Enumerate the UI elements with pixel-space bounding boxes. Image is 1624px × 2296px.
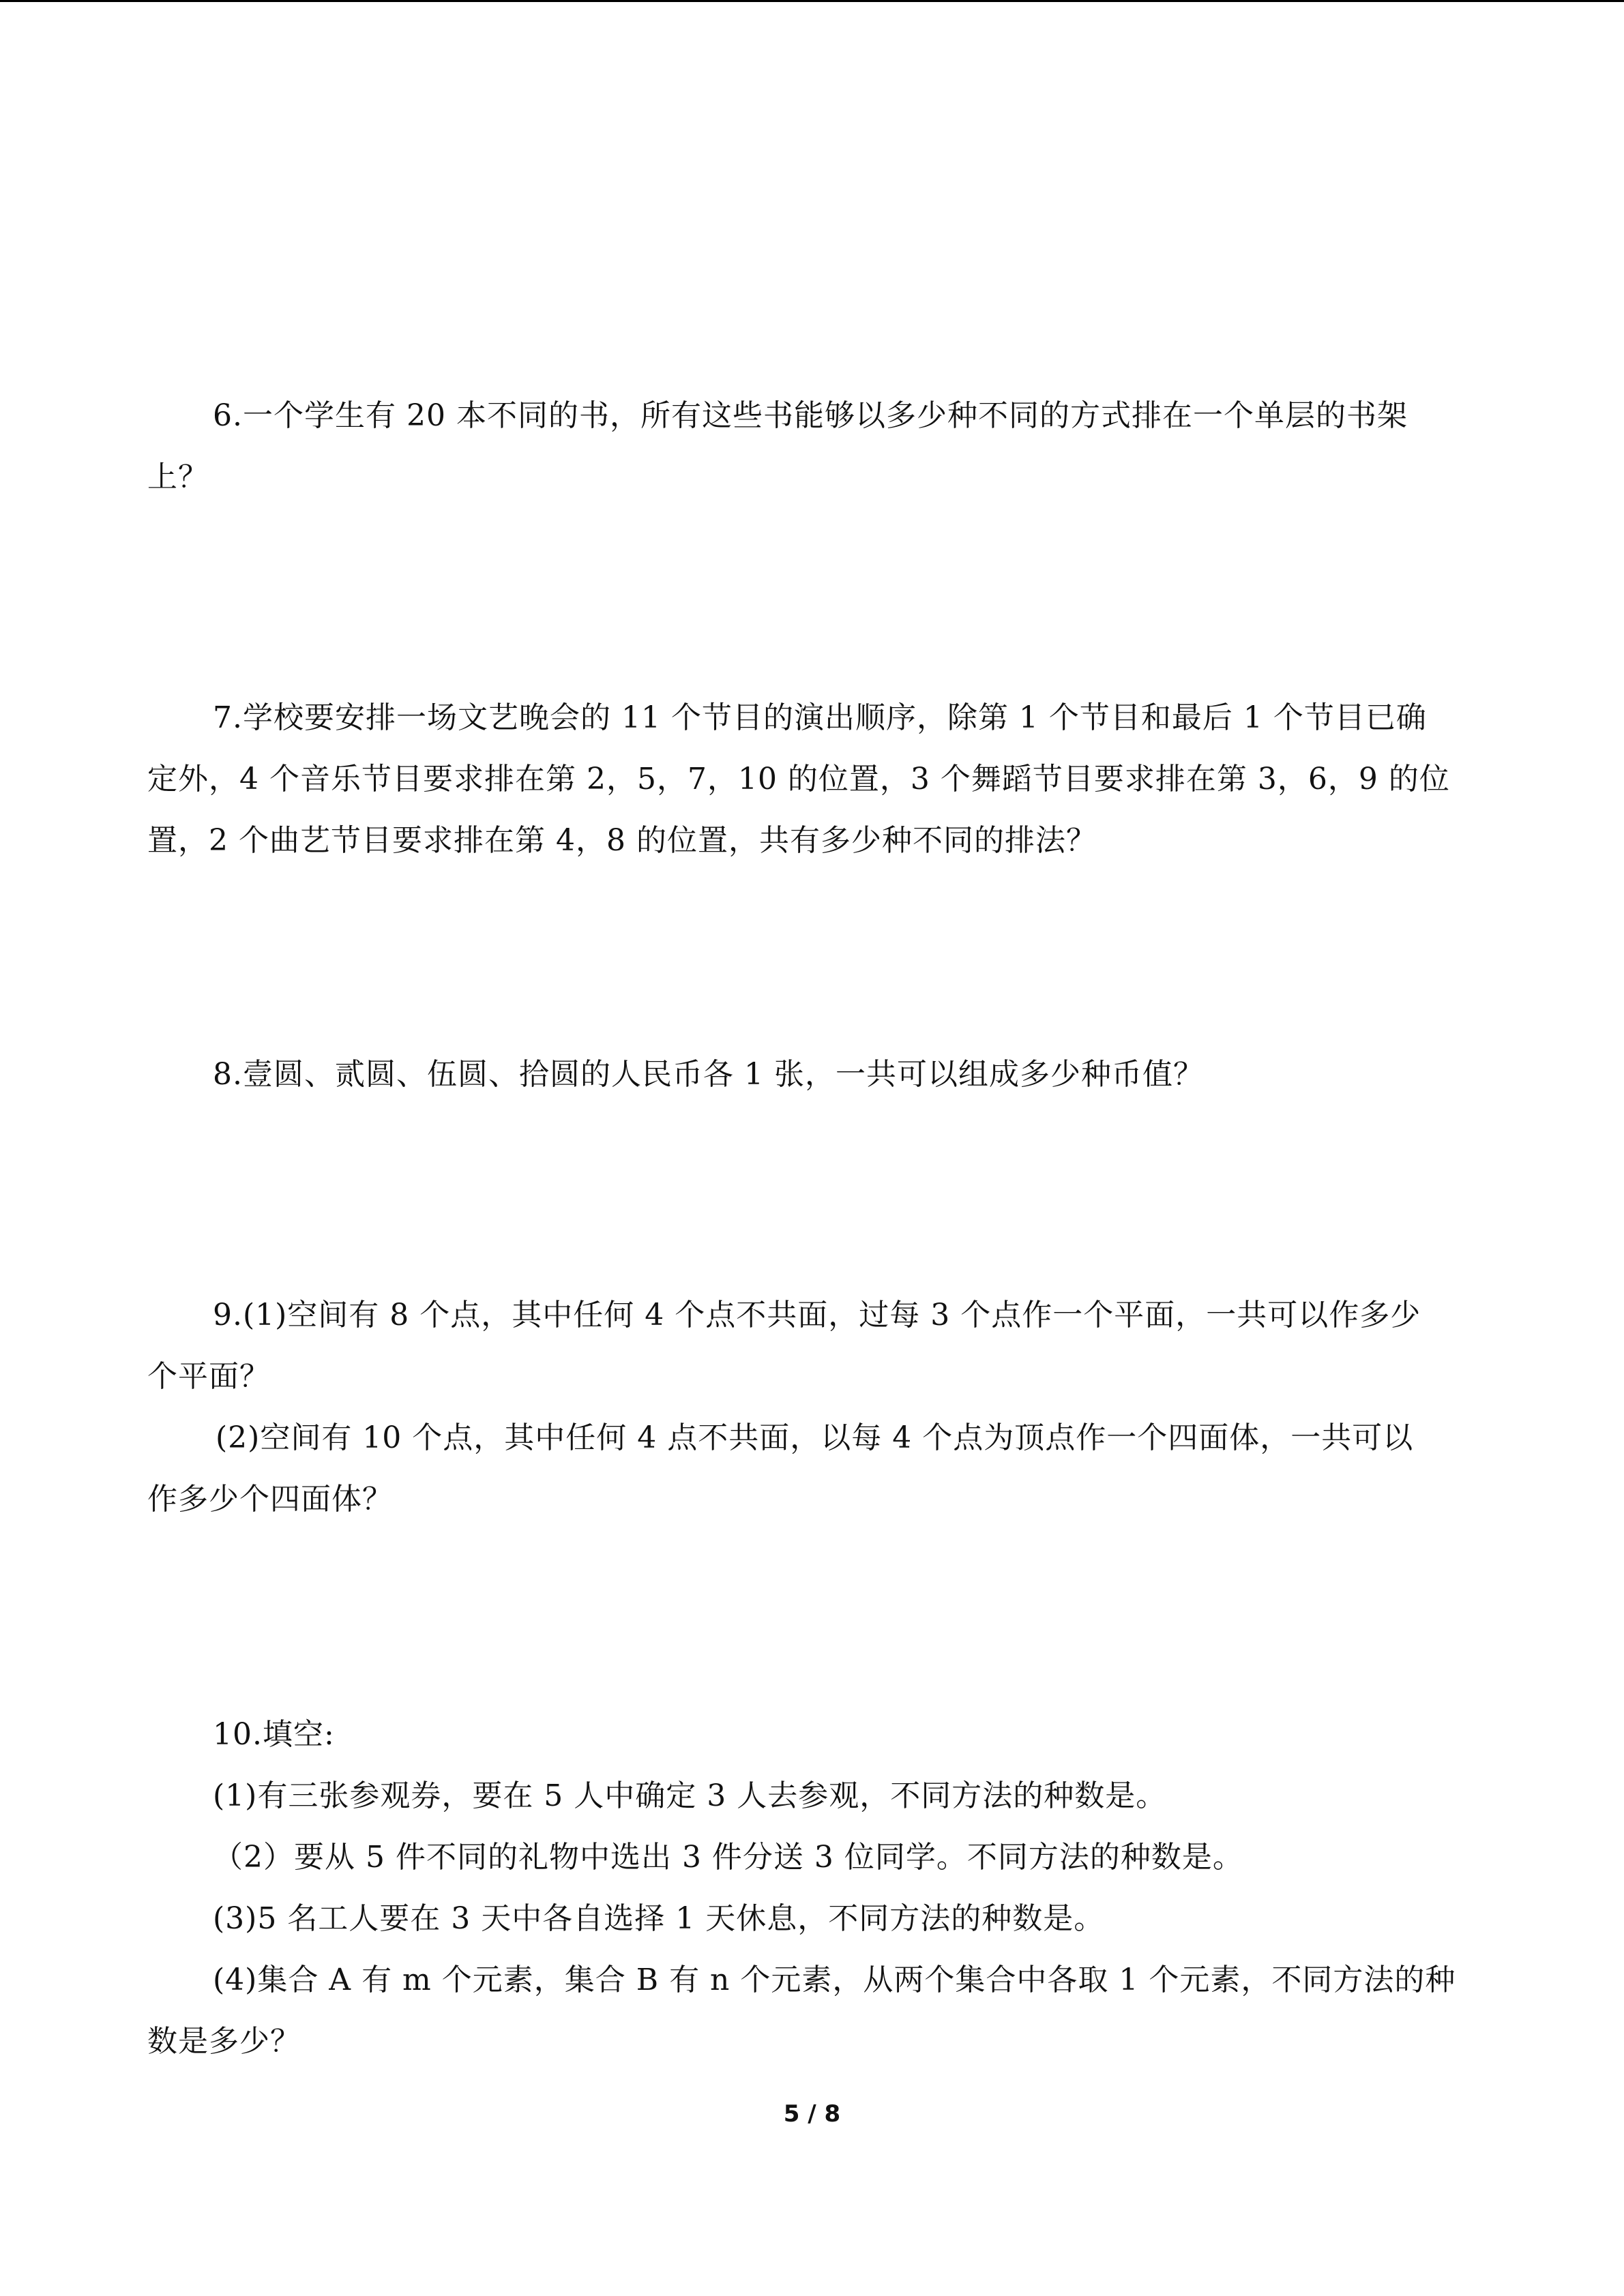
question-10-title: 10.填空: [213,1717,335,1752]
question-10-item-2: （2）要从 5 件不同的礼物中选出 3 件分送 3 位同学。不同方法的种数是。 [213,1840,1243,1875]
question-9-part-2-line-1: (2)空间有 10 个点，其中任何 4 点不共面，以每 4 个点为顶点作一个四面体，一共可以 [216,1420,1414,1455]
question-7-line-3: 置，2 个曲艺节目要求排在第 4，8 的位置，共有多少种不同的排法？ [147,823,1097,858]
question-9-part-2-line-2: 作多少个四面体？ [147,1482,393,1517]
top-border-rule [0,0,1624,2]
question-10-item-4-line-2: 数是多少？ [147,2024,301,2059]
question-9-part-1-line-1: 9.(1)空间有 8 个点，其中任何 4 个点不共面，过每 3 个点作一个平面，一共可以作多少 [213,1298,1421,1332]
question-6-line-1: 6.一个学生有 20 本不同的书，所有这些书能够以多少种不同的方式排在一个单层的书架 [213,398,1408,433]
question-10-item-4-line-1: (4)集合 A 有 m 个元素，集合 B 有 n 个元素，从两个集合中各取 1 个元素，不同方法的种 [213,1963,1456,1997]
question-8-line-1: 8.壹圆、贰圆、伍圆、拾圆的人民币各 1 张，一共可以组成多少种币值？ [213,1057,1204,1092]
question-6-line-2: 上？ [147,460,209,494]
question-10-item-1: (1)有三张参观券，要在 5 人中确定 3 人去参观，不同方法的种数是。 [213,1778,1167,1813]
question-10-item-3: (3)5 名工人要在 3 天中各自选择 1 天休息，不同方法的种数是。 [213,1901,1105,1936]
question-7-line-2: 定外，4 个音乐节目要求排在第 2，5，7，10 的位置，3 个舞蹈节目要求排在第 3，6，9 的位 [147,762,1450,796]
question-7-line-1: 7.学校要安排一场文艺晚会的 11 个节目的演出顺序，除第 1 个节目和最后 1 个节目已确 [213,700,1427,735]
page-number: 5 / 8 [783,2100,841,2128]
question-9-part-1-line-2: 个平面？ [147,1359,270,1394]
